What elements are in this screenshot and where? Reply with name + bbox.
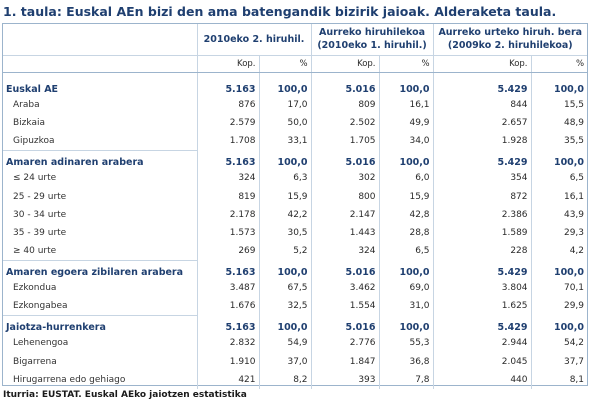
cell-pct: 42,2 [259,206,311,224]
row-label: Ezkongabea [3,297,197,315]
cell-kop: 5.429 [433,151,531,170]
cell-kop: 324 [311,242,379,260]
cell-kop: 2.386 [433,206,531,224]
header-pct: % [379,55,433,72]
cell-kop: 872 [433,188,531,206]
cell-kop: 1.847 [311,352,379,370]
cell-kop: 3.804 [433,279,531,297]
table-row [3,188,587,206]
cell-pct: 43,9 [563,209,585,220]
cell-pct: 100,0 [379,151,433,170]
table-row [3,352,587,370]
cell-kop: 5.163 [197,315,259,334]
header-row-groups [3,24,587,55]
cell-pct: 49,9 [379,114,433,132]
cell-kop: 1.573 [197,224,259,242]
header-pct: % [259,55,311,72]
cell-pct: 6,5 [379,242,433,260]
row-label: Amaren adinaren arabera [3,151,197,170]
cell-pct: 35,5 [563,136,585,147]
column-group-previous-year-sublabel: (2009ko 2. hiruhilekoa) [447,40,573,52]
cell-pct: 15,9 [259,188,311,206]
cell-pct: 6,3 [259,169,311,187]
table-row [3,132,587,150]
row-label: Amaren egoera zibilaren arabera [3,260,197,279]
cell-pct: 37,7 [563,356,585,367]
cell-pct: 100,0 [379,260,433,279]
cell-pct: 67,5 [259,279,311,297]
cell-pct: 55,3 [379,334,433,352]
cell-pct: 34,0 [379,132,433,150]
cell-kop: 3.462 [311,279,379,297]
column-group-previous-quarter-sublabel: (2010eko 1. hiruhil.) [317,40,427,52]
cell-pct: 36,8 [379,352,433,370]
table-row [3,224,587,242]
table-row [3,297,587,315]
cell-kop: 5.163 [197,151,259,170]
cell-pct: 100,0 [379,315,433,334]
cell-pct: 15,5 [563,100,585,111]
cell-pct: 48,9 [563,118,585,129]
row-label: Jaiotza-hurrenkera [3,315,197,334]
cell-pct: 31,0 [379,297,433,315]
cell-kop: 324 [197,169,259,187]
cell-pct: 8,2 [259,371,311,389]
header-kop: Kop. [311,55,379,72]
cell-kop: 2.147 [311,206,379,224]
cell-pct: 100,0 [553,84,585,95]
cell-kop: 1.928 [433,132,531,150]
table-row [3,114,587,132]
row-label: Lehenengoa [3,334,197,352]
cell-pct: 30,5 [259,224,311,242]
cell-kop: 2.657 [433,114,531,132]
cell-kop: 2.832 [197,334,259,352]
cell-kop: 876 [197,96,259,114]
cell-kop: 5.016 [311,72,379,96]
cell-pct: 7,8 [379,371,433,389]
cell-kop: 302 [311,169,379,187]
cell-pct: 5,2 [259,242,311,260]
cell-kop: 800 [311,188,379,206]
cell-pct: 100,0 [259,72,311,96]
cell-kop: 1.910 [197,352,259,370]
cell-kop: 2.944 [433,334,531,352]
cell-pct: 29,3 [563,228,585,239]
column-group-previous-year-label: Aurreko urteko hiruh. bera [438,27,583,39]
header-kop: Kop. [433,55,531,72]
cell-kop: 1.625 [433,297,531,315]
section-row [3,315,587,334]
cell-pct: 100,0 [553,322,585,334]
row-label: Ezkondua [3,279,197,297]
cell-kop: 3.487 [197,279,259,297]
cell-kop: 809 [311,96,379,114]
cell-kop: 228 [433,242,531,260]
cell-kop: 269 [197,242,259,260]
row-label: ≤ 24 urte [3,169,197,187]
column-group-previous-year [433,24,587,55]
table-row [3,242,587,260]
cell-pct: 50,0 [259,114,311,132]
cell-kop: 5.429 [433,260,531,279]
cell-pct: 100,0 [259,260,311,279]
cell-pct: 100,0 [259,151,311,170]
cell-kop: 5.016 [311,260,379,279]
cell-pct: 100,0 [259,315,311,334]
cell-pct: 17,0 [259,96,311,114]
row-label: Araba [3,96,197,114]
cell-kop: 1.705 [311,132,379,150]
table-row [3,169,587,187]
cell-kop: 1.443 [311,224,379,242]
cell-pct: 32,5 [259,297,311,315]
cell-kop: 440 [433,371,531,389]
column-group-current-label: 2010eko 2. hiruhil. [203,33,305,45]
cell-pct: 28,8 [379,224,433,242]
cell-kop: 1.554 [311,297,379,315]
table-row [3,371,587,389]
cell-pct: 100,0 [553,157,585,169]
cell-kop: 1.708 [197,132,259,150]
cell-pct: 4,2 [569,246,585,257]
column-group-previous-quarter-label: Aurreko hiruhilekoa [319,27,426,39]
cell-kop: 354 [433,169,531,187]
cell-kop: 5.163 [197,260,259,279]
section-row [3,151,587,170]
table-row [3,334,587,352]
cell-kop: 5.016 [311,151,379,170]
section-row [3,72,587,96]
data-table-container [2,23,588,386]
cell-kop: 5.016 [311,315,379,334]
cell-kop: 2.178 [197,206,259,224]
row-label: Gipuzkoa [3,132,197,150]
cell-pct: 16,1 [379,96,433,114]
row-label: Bigarrena [3,352,197,370]
source-note: Iturria: EUSTAT. Euskal AEko jaiotzen estatistika [3,390,247,400]
header-pct: % [531,55,587,72]
cell-pct: 42,8 [379,206,433,224]
data-table [3,24,587,389]
header-empty-cell [3,55,197,72]
table-row [3,279,587,297]
cell-kop: 844 [433,96,531,114]
cell-kop: 5.163 [197,72,259,96]
cell-pct: 54,2 [563,338,585,349]
cell-pct: 15,9 [379,188,433,206]
row-label: ≥ 40 urte [3,242,197,260]
cell-pct: 69,0 [379,279,433,297]
header-row-units [3,55,587,72]
cell-kop: 2.776 [311,334,379,352]
cell-pct: 8,1 [569,374,585,385]
cell-pct: 6,0 [379,169,433,187]
cell-kop: 2.502 [311,114,379,132]
cell-pct: 100,0 [379,72,433,96]
cell-kop: 5.429 [433,72,531,96]
header-empty-cell [3,24,197,55]
cell-kop: 819 [197,188,259,206]
cell-kop: 421 [197,371,259,389]
row-label: Euskal AE [3,72,197,96]
cell-kop: 393 [311,371,379,389]
cell-pct: 37,0 [259,352,311,370]
cell-kop: 2.579 [197,114,259,132]
cell-kop: 1.589 [433,224,531,242]
column-group-previous-quarter [311,24,433,55]
row-label: 30 - 34 urte [3,206,197,224]
row-label: Hirugarrena edo gehiago [3,371,197,389]
header-kop: Kop. [197,55,259,72]
row-label: Bizkaia [3,114,197,132]
cell-kop: 2.045 [433,352,531,370]
cell-pct: 29,9 [563,301,585,312]
cell-pct: 33,1 [259,132,311,150]
table-title: 1. taula: Euskal AEn bizi den ama batengandik bizirik jaioak. Alderaketa taula. [3,4,557,19]
cell-pct: 54,9 [259,334,311,352]
table-row [3,206,587,224]
column-group-current [197,24,311,55]
cell-pct: 16,1 [563,191,585,202]
row-label: 25 - 29 urte [3,188,197,206]
table-row [3,96,587,114]
cell-kop: 1.676 [197,297,259,315]
cell-pct: 6,5 [569,173,585,184]
row-label: 35 - 39 urte [3,224,197,242]
cell-pct: 100,0 [553,267,585,279]
cell-kop: 5.429 [433,315,531,334]
section-row [3,260,587,279]
cell-pct: 70,1 [563,283,585,294]
